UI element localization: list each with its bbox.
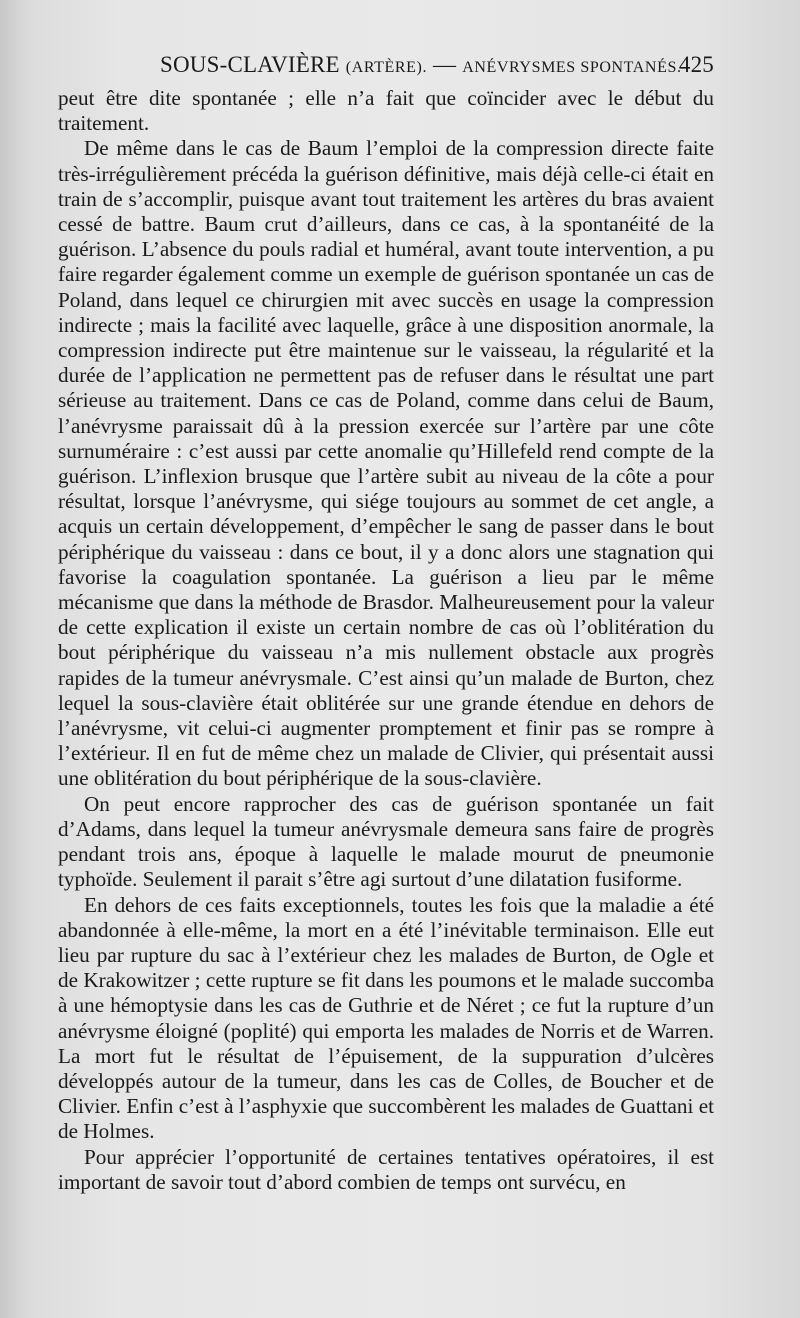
paragraph: On peut encore rapprocher des cas de guérison spontanée un fait d’Adams, dans lequel la tumeur anévrysmale demeura sans faire de progrès pendant trois ans, époque à laquelle le malade mourut de pneumonie typhoïde. Seulement il parait s’être agi surtout d’une dilatation fusiforme. xyxy=(58,791,714,892)
page-number: 425 xyxy=(678,52,714,77)
header-title xyxy=(160,48,682,85)
body-text xyxy=(58,86,714,1195)
running-header xyxy=(160,48,714,82)
header-title-main: SOUS-CLAVIÈRE xyxy=(160,52,340,77)
paragraph: En dehors de ces faits exceptionnels, toutes les fois que la maladie a été abandonnée à elle-même, la mort en a été l’inévitable terminaison. Elle eut lieu par rupture du sac à l’extérieur chez les malades de Burton, de Ogle et de Krakowitzer ; cette rupture se fit dans les poumons et le malade succomba à une hémoptysie dans les cas de Guthrie et de Néret ; ce fut la rupture d’un anévrysme éloigné (poplité) qui emporta les malades de Norris et de Warren. La mort fut le résultat de l’épuisement, de la suppuration d’ulcères développés autour de la tumeur, dans les cas de Colles, de Boucher et de Clivier. Enfin c’est à l’asphyxie que succombèrent les malades de Guattani et de Holmes. xyxy=(58,892,714,1144)
paragraph: Pour apprécier l’opportunité de certaines tentatives opératoires, il est important de savoir tout d’abord combien de temps ont survécu, en xyxy=(58,1144,714,1194)
paragraph: De même dans le cas de Baum l’emploi de la compression directe faite très-irrégulièrement précéda la guérison définitive, mais déjà celle-ci était en train de s’accomplir, puisque avant tout traitement les artères du bras avaient cessé de battre. Baum crut d’ailleurs, dans ce cas, à la spontanéité de la guérison. L’absence du pouls radial et huméral, avant toute intervention, a pu faire regarder également comme un exemple de guérison spontanée un cas de Poland, dans lequel ce chirurgien mit avec succès en usage la compression indirecte ; mais la facilité avec laquelle, grâce à une disposition anormale, la compression indirecte put être maintenue sur le vaisseau, la régularité et la durée de l’application ne permettent pas de refuser dans le résultat une part sérieuse au traitement. Dans ce cas de Poland, comme dans celui de Baum, l’anévrysme paraissait dû à la pression exercée sur l’artère par une côte surnuméraire : c’est aussi par cette anomalie qu’Hillefeld rend compte de la guérison. L’inflexion brusque que l’artère subit au niveau de la côte a pour résultat, lorsque l’anévrysme, qui siége toujours au sommet de cet angle, a acquis un certain développement, d’empêcher le sang de passer dans le bout périphérique du vaisseau : dans ce bout, il y a donc alors une stagnation qui favorise la coagulation spontanée. La guérison a lieu par le même mécanisme que dans la méthode de Brasdor. Malheureusement pour la valeur de cette explication il existe un certain nombre de cas où l’oblitération du bout périphérique du vaisseau n’a mis nullement obstacle aux progrès rapides de la tumeur anévrysmale. C’est ainsi qu’un malade de Burton, chez lequel la sous-clavière était oblitérée sur une grande étendue en dehors de l’anévrysme, vit celui-ci augmenter promptement et finir pas se rompre à l’extérieur. Il en fut de même chez un malade de Clivier, qui présentait aussi une oblitération du bout périphérique de la sous-clavière. xyxy=(58,136,715,791)
header-section: ANÉVRYSMES SPONTANÉS. xyxy=(462,59,682,76)
header-dash: — xyxy=(433,52,457,77)
header-title-paren: (ARTÈRE). xyxy=(345,59,428,76)
paragraph: peut être dite spontanée ; elle n’a fait que coïncider avec le début du traitement. xyxy=(58,86,714,136)
